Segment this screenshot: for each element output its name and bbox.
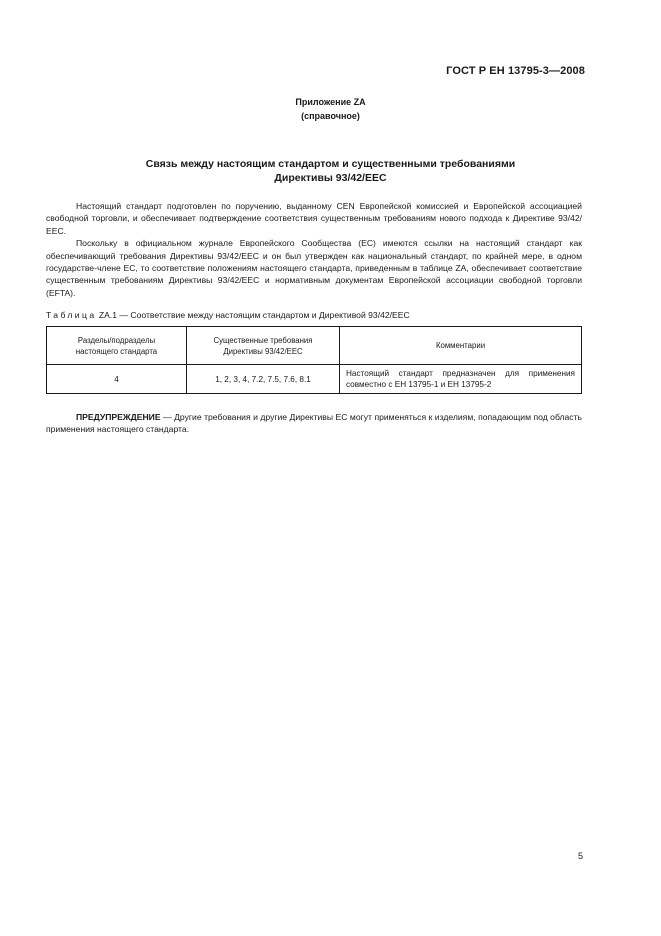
- cell-requirements: 1, 2, 3, 4, 7.2, 7.5, 7.6, 8.1: [187, 365, 340, 394]
- header-requirements-line-1: Существенные требования: [213, 335, 313, 345]
- header-sections-line-2: настоящего стандарта: [75, 346, 158, 356]
- section-title: [0, 157, 661, 185]
- table-caption-text: ZA.1 — Соответствие между настоящим стандартом и Директивой 93/42/ЕЕС: [98, 310, 410, 320]
- table-caption-prefix: Таблица: [46, 310, 97, 320]
- paragraph-1: Настоящий стандарт подготовлен по поручению, выданному CEN Европейской комиссией и Европейской ассоциацией свободной торговли, и обеспечивает подтверждение соответствия существенным требованиям нового подхода к Директиве 93/42/ЕЕС.: [46, 201, 582, 236]
- table-row: [47, 365, 582, 394]
- body-text: [46, 200, 582, 299]
- appendix-heading: [0, 95, 661, 123]
- warning-note: [46, 411, 582, 436]
- warning-text: — Другие требования и другие Директивы ЕС могут применяться к изделиям, попадающим под область применения настоящего стандарта.: [46, 412, 582, 435]
- appendix-kind: (справочное): [301, 111, 360, 121]
- cell-section: 4: [47, 365, 187, 394]
- table-caption: [46, 310, 410, 320]
- cell-comment: Настоящий стандарт предназначен для применения совместно с ЕН 13795-1 и ЕН 13795-2: [340, 365, 582, 394]
- paragraph-2: Поскольку в официальном журнале Европейского Сообщества (ЕС) имеются ссылки на настоящий стандарт как обеспечивающий требования Директивы 93/42/ЕЕС и он был утвержден как национальный стандарт, по крайней мере, в одном государстве-члене ЕС, то соответствие положениям настоящего стандарта, приведенным в таблице ZA, обеспечивает соответствие существенным требованиям Директивы 93/42/ЕЕС и нормативным документам Европейской ассоциации свободной торговли (EFTA).: [46, 238, 582, 298]
- header-comments: Комментарии: [340, 327, 582, 365]
- header-requirements-line-2: Директивы 93/42/ЕЕС: [223, 346, 303, 356]
- header-sections: [47, 327, 187, 365]
- section-title-line-2: Директивы 93/42/ЕЕС: [274, 172, 387, 184]
- warning-lead: ПРЕДУПРЕЖДЕНИЕ: [76, 412, 161, 422]
- header-sections-line-1: Разделы/подразделы: [77, 335, 156, 345]
- document-code: ГОСТ Р ЕН 13795-3—2008: [446, 65, 585, 77]
- header-requirements: [187, 327, 340, 365]
- correspondence-table: [46, 326, 582, 394]
- page-number: 5: [577, 851, 583, 861]
- section-title-line-1: Связь между настоящим стандартом и существенными требованиями: [145, 158, 516, 170]
- table-header-row: [47, 327, 582, 365]
- appendix-label: Приложение ZA: [295, 97, 366, 107]
